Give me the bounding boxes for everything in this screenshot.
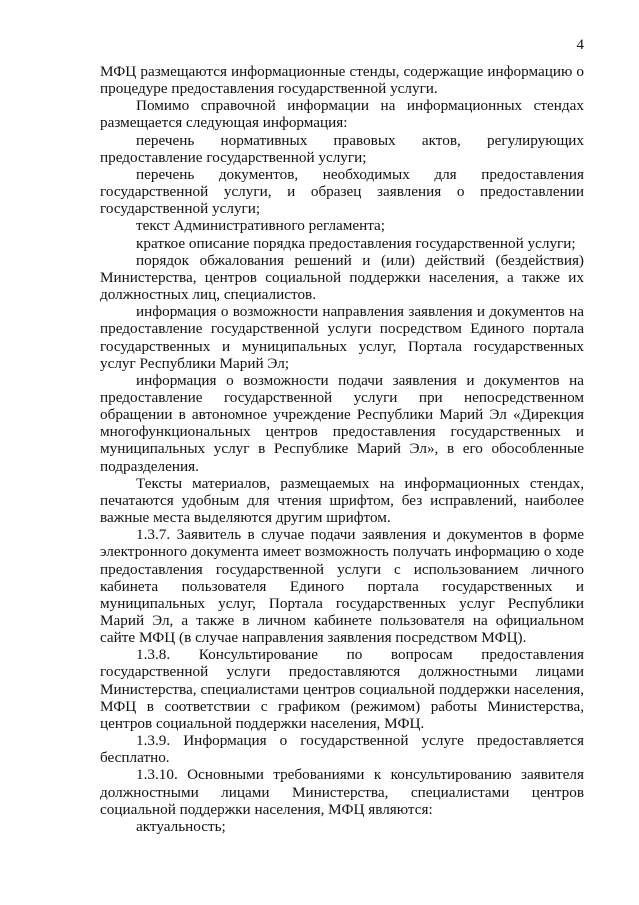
- document-body: [100, 63, 584, 835]
- list-item: информация о возможности подачи заявления и документов на предоставление государственной услуги при непосредственном обращении в автономное учреждение Республики Марий Эл «Дирекция многофункциональных центров предоставления государственных и муниципальных услуг в Республике Марий Эл», в его обособленные подразделения.: [100, 371, 584, 475]
- list-item: порядок обжалования решений и (или) действий (бездействия) Министерства, центров социальной поддержки населения, а также их должностных лиц, специалистов.: [100, 251, 584, 304]
- list-item: перечень нормативных правовых актов, регулирующих предоставление государственной услуги;: [100, 131, 584, 166]
- paragraph: Тексты материалов, размещаемых на информационных стендах, печатаются удобным для чтения шрифтом, без исправлений, наиболее важные места выделяются другим шрифтом.: [100, 474, 584, 527]
- list-item: информация о возможности направления заявления и документов на предоставление государственной услуги посредством Единого портала государственных и муниципальных услуг, Портала государственных услуг Республики Марий Эл;: [100, 303, 584, 372]
- paragraph: МФЦ размещаются информационные стенды, содержащие информацию о процедуре предоставления государственной услуги.: [100, 63, 584, 98]
- clause-1-3-7: 1.3.7. Заявитель в случае подачи заявления и документов в форме электронного документа имеет возможность получать информацию о ходе предоставления государственной услуги с использованием личного кабинета пользователя Единого портала государственных и муниципальных услуг, Портала государственных услуг Республики Марий Эл, а также в личном кабинете пользователя на официальном сайте МФЦ (в случае направления заявления посредством МФЦ).: [100, 526, 584, 647]
- clause-1-3-8: 1.3.8. Консультирование по вопросам предоставления государственной услуги предоставляются должностными лицами Министерства, специалистами центров социальной поддержки населения, МФЦ в соответствии с графиком (режимом) работы Министерства, центров социальной поддержки населения, МФЦ.: [100, 646, 584, 732]
- list-item: перечень документов, необходимых для предоставления государственной услуги, и образец заявления о предоставлении государственной услуги;: [100, 165, 584, 218]
- clause-1-3-10: 1.3.10. Основными требованиями к консультированию заявителя должностными лицами Министерства, специалистами центров социальной поддержки населения, МФЦ являются:: [100, 766, 584, 818]
- paragraph: Помимо справочной информации на информационных стендах размещается следующая информация:: [100, 97, 584, 132]
- clause-1-3-9: 1.3.9. Информация о государственной услуге предоставляется бесплатно.: [100, 732, 584, 767]
- list-item: краткое описание порядка предоставления государственной услуги;: [136, 234, 576, 252]
- list-item: текст Административного регламента;: [136, 217, 386, 235]
- list-item: актуальность;: [136, 817, 226, 835]
- page-number: 4: [576, 37, 584, 53]
